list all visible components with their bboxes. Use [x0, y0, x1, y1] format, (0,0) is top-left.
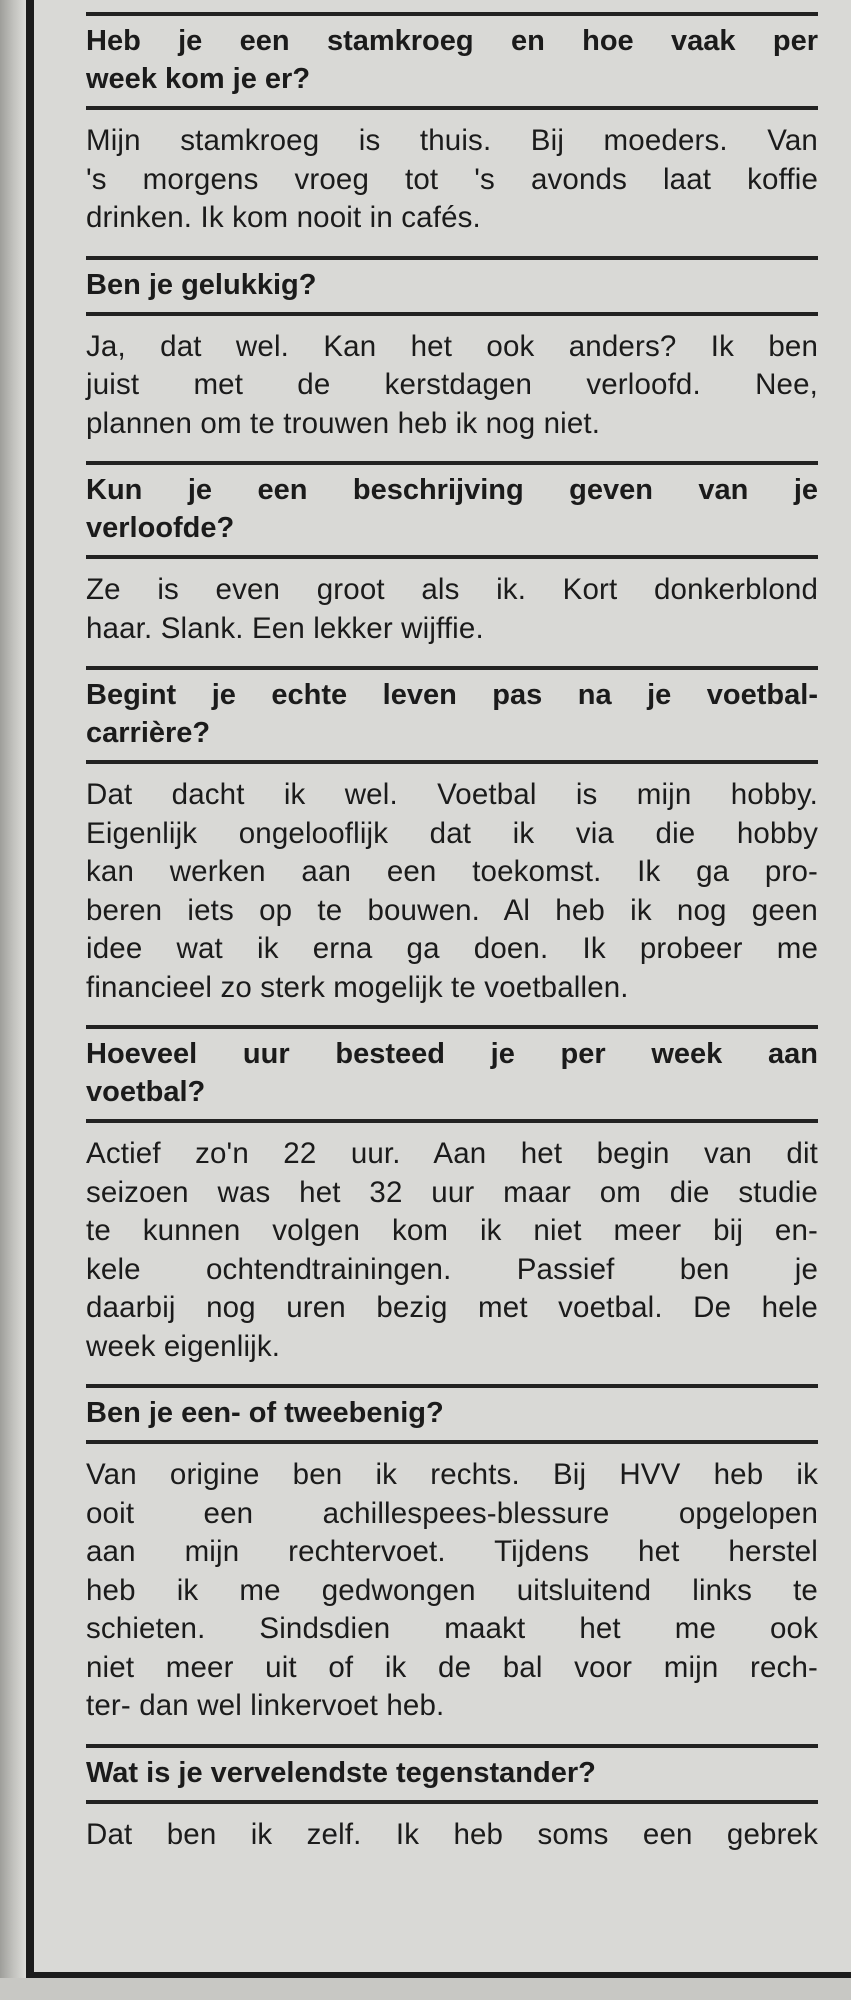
column-border-left	[26, 0, 34, 1978]
answer	[86, 1816, 818, 1855]
question-line: Wat is je vervelendste tegenstander?	[86, 1756, 596, 1789]
question-line: verloofde?	[86, 512, 235, 544]
page-edge	[0, 0, 26, 2000]
answer-line: haar. Slank. Een lekker wijffie.	[86, 611, 484, 645]
answer-line: niet meer uit of ik de bal voor mijn rech-	[86, 1650, 818, 1684]
divider	[86, 12, 818, 16]
question-line: carrière?	[86, 717, 211, 749]
answer-line: heb ik me gedwongen uitsluitend links te	[86, 1573, 818, 1607]
divider	[86, 1119, 818, 1123]
answer-line: Ja, dat wel. Kan het ook anders? Ik ben	[86, 329, 818, 363]
question	[86, 1394, 818, 1432]
answer-line: plannen om te trouwen heb ik nog niet.	[86, 406, 601, 440]
answer	[86, 122, 818, 238]
answer-line: Mijn stamkroeg is thuis. Bij moeders. Van	[86, 124, 818, 157]
answer-line: Eigenlijk ongelooflijk dat ik via die hobby	[86, 816, 818, 850]
question	[86, 1035, 818, 1111]
answer-line: te kunnen volgen kom ik niet meer bij en-	[86, 1214, 818, 1247]
answer-line: seizoen was het 32 uur maar om die studie	[86, 1175, 818, 1209]
divider	[86, 1744, 818, 1748]
answer-line: kan werken aan een toekomst. Ik ga pro-	[86, 855, 818, 888]
divider	[86, 312, 818, 316]
question	[86, 676, 818, 752]
divider	[86, 1440, 818, 1444]
answer-line: kele ochtendtrainingen. Passief ben je	[86, 1252, 818, 1286]
answer-line: juist met de kerstdagen verloofd. Nee,	[86, 368, 818, 401]
answer-line: Actief zo'n 22 uur. Aan het begin van dit	[86, 1137, 818, 1170]
answer-line: financieel zo sterk mogelijk te voetballen.	[86, 970, 629, 1004]
answer	[86, 1135, 818, 1366]
answer-line: Dat ben ik zelf. Ik heb soms een gebrek	[86, 1817, 818, 1851]
answer-line: 's morgens vroeg tot 's avonds laat koffie	[86, 162, 818, 196]
divider	[86, 461, 818, 465]
answer	[86, 776, 818, 1007]
answer-line: ter- dan wel linkervoet heb.	[86, 1689, 445, 1722]
interview-column	[86, 0, 818, 1872]
question	[86, 266, 818, 304]
answer-line: daarbij nog uren bezig met voetbal. De hele	[86, 1291, 818, 1324]
question	[86, 471, 818, 547]
answer-line: schieten. Sindsdien maakt het me ook	[86, 1612, 818, 1645]
page-bottom-margin	[0, 1978, 851, 2000]
question	[86, 1754, 818, 1792]
answer-line: Ze is even groot als ik. Kort donkerblond	[86, 573, 818, 606]
divider	[86, 555, 818, 559]
answer-line: Van origine ben ik rechts. Bij HVV heb ik	[86, 1458, 818, 1491]
answer-line: beren iets op te bouwen. Al heb ik nog geen	[86, 893, 818, 927]
divider	[86, 256, 818, 260]
divider	[86, 1384, 818, 1388]
question-line: Ben je een- of tweebenig?	[86, 1397, 444, 1429]
question-line: voetbal?	[86, 1076, 206, 1108]
divider	[86, 760, 818, 764]
answer-line: Dat dacht ik wel. Voetbal is mijn hobby.	[86, 778, 818, 811]
answer	[86, 328, 818, 444]
question-line: Kun je een beschrijving geven van je	[86, 474, 818, 506]
answer-line: ooit een achillespees-blessure opgelopen	[86, 1496, 818, 1530]
answer	[86, 571, 818, 648]
question-line: week kom je er?	[86, 63, 311, 95]
divider	[86, 1800, 818, 1804]
answer-line: week eigenlijk.	[86, 1329, 281, 1363]
divider	[86, 666, 818, 670]
question	[86, 22, 818, 98]
answer	[86, 1456, 818, 1726]
answer-line: idee wat ik erna ga doen. Ik probeer me	[86, 932, 818, 965]
question-line: Hoeveel uur besteed je per week aan	[86, 1038, 818, 1070]
answer-line: drinken. Ik kom nooit in cafés.	[86, 201, 481, 234]
question-line: Begint je echte leven pas na je voetbal-	[86, 679, 818, 711]
answer-line: aan mijn rechtervoet. Tijdens het herstel	[86, 1535, 818, 1568]
divider	[86, 1025, 818, 1029]
question-line: Ben je gelukkig?	[86, 268, 317, 301]
question-line: Heb je een stamkroeg en hoe vaak per	[86, 25, 818, 57]
divider	[86, 106, 818, 110]
